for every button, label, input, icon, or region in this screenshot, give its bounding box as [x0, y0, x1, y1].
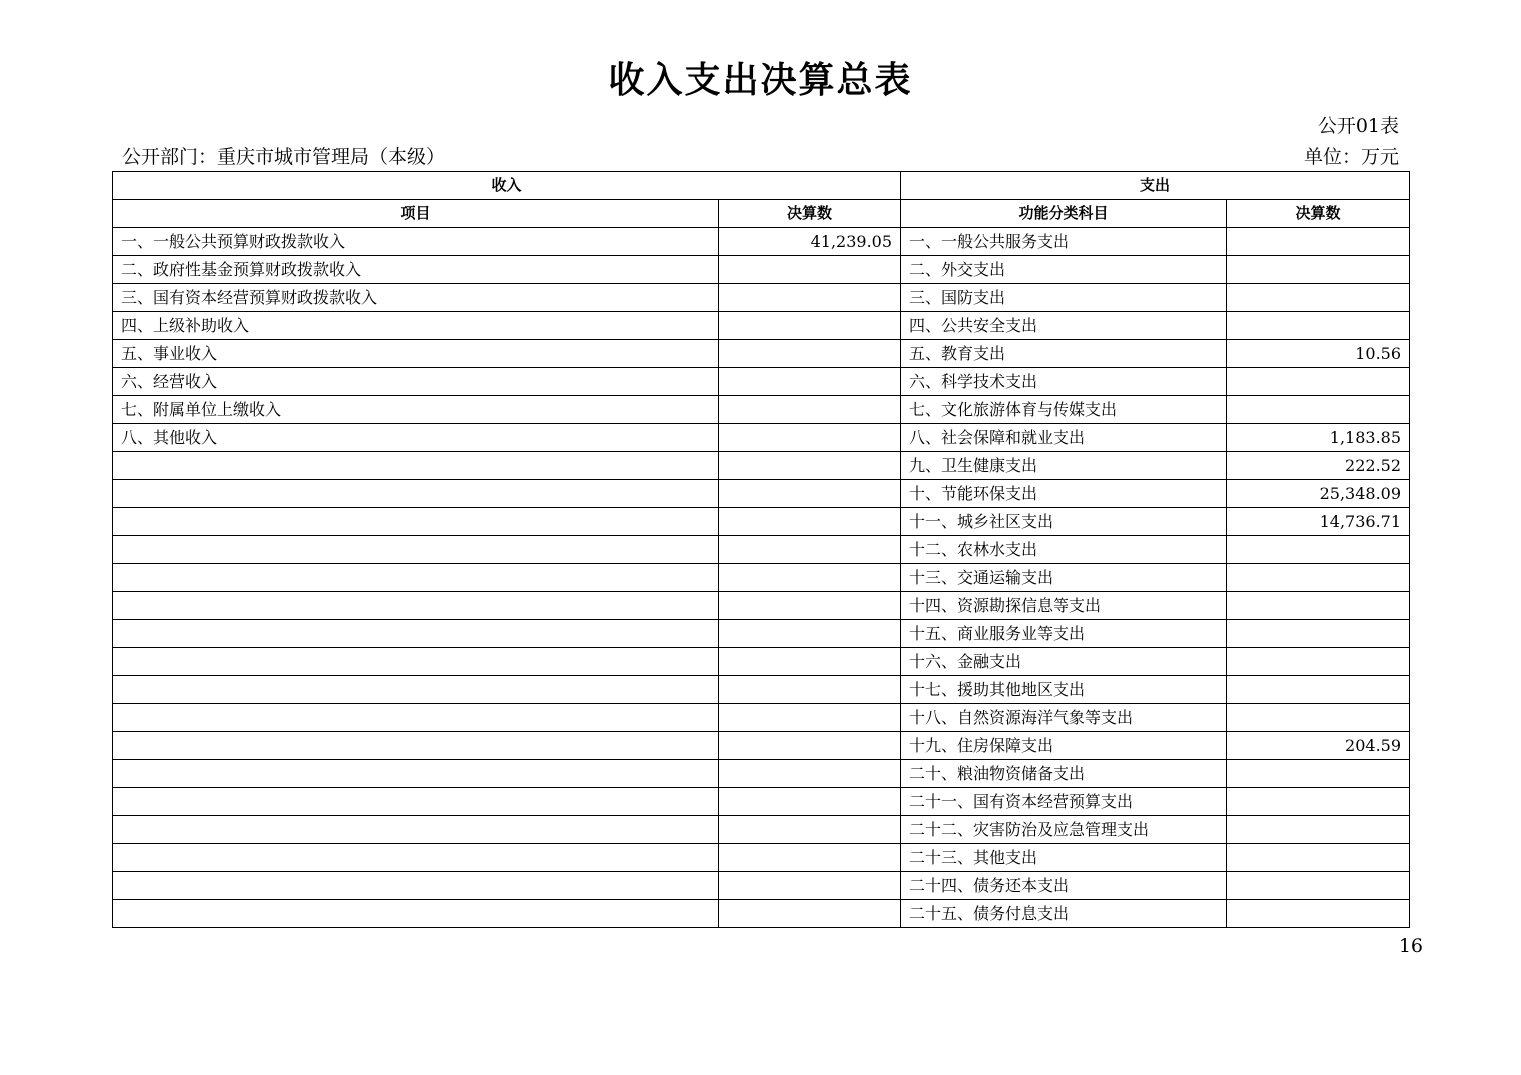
income-item-cell: 三、国有资本经营预算财政拨款收入	[113, 284, 719, 312]
expense-amount-cell	[1227, 676, 1410, 704]
expense-item-cell: 一、一般公共服务支出	[901, 228, 1227, 256]
expense-amount-cell	[1227, 900, 1410, 928]
group-header-row	[113, 172, 1410, 200]
income-item-cell	[113, 704, 719, 732]
table-row	[113, 536, 1410, 564]
table-row	[113, 816, 1410, 844]
table-header	[113, 172, 1410, 228]
expense-amount-cell	[1227, 564, 1410, 592]
expense-amount-cell: 204.59	[1227, 732, 1410, 760]
expense-item-cell: 二十二、灾害防治及应急管理支出	[901, 816, 1227, 844]
expense-item-cell: 五、教育支出	[901, 340, 1227, 368]
income-amount-cell	[719, 872, 901, 900]
income-amount-cell	[719, 368, 901, 396]
income-item-cell	[113, 620, 719, 648]
income-amount-cell	[719, 508, 901, 536]
expense-amount-cell	[1227, 872, 1410, 900]
income-item-cell	[113, 872, 719, 900]
income-item-cell: 四、上级补助收入	[113, 312, 719, 340]
page-title: 收入支出决算总表	[608, 60, 913, 101]
income-item-cell	[113, 788, 719, 816]
expense-item-cell: 九、卫生健康支出	[901, 452, 1227, 480]
expense-amount-cell	[1227, 844, 1410, 872]
table-row	[113, 312, 1410, 340]
table-row	[113, 480, 1410, 508]
expense-item-cell: 十八、自然资源海洋气象等支出	[901, 704, 1227, 732]
table-row	[113, 592, 1410, 620]
income-amount-cell	[719, 620, 901, 648]
income-item-cell	[113, 760, 719, 788]
column-header-row	[113, 200, 1410, 228]
income-amount-cell	[719, 480, 901, 508]
expense-amount-cell	[1227, 228, 1410, 256]
expense-item-cell: 二十五、债务付息支出	[901, 900, 1227, 928]
expense-item-cell: 六、科学技术支出	[901, 368, 1227, 396]
income-expense-table	[112, 171, 1410, 928]
income-item-cell	[113, 508, 719, 536]
income-item-cell: 八、其他收入	[113, 424, 719, 452]
expense-item-cell: 十二、农林水支出	[901, 536, 1227, 564]
income-item-cell	[113, 564, 719, 592]
expense-item-cell: 二十四、债务还本支出	[901, 872, 1227, 900]
expense-amount-header: 决算数	[1227, 200, 1410, 228]
income-item-cell: 五、事业收入	[113, 340, 719, 368]
table-row	[113, 508, 1410, 536]
income-item-header: 项目	[113, 200, 719, 228]
expense-group-header: 支出	[901, 172, 1410, 200]
income-item-cell: 七、附属单位上缴收入	[113, 396, 719, 424]
expense-amount-cell	[1227, 284, 1410, 312]
income-amount-cell	[719, 424, 901, 452]
expense-item-cell: 十五、商业服务业等支出	[901, 620, 1227, 648]
table-row	[113, 396, 1410, 424]
unit-label: 单位：万元	[1303, 146, 1399, 168]
table-row	[113, 760, 1410, 788]
expense-item-cell: 二十、粮油物资储备支出	[901, 760, 1227, 788]
expense-item-cell: 八、社会保障和就业支出	[901, 424, 1227, 452]
income-amount-cell	[719, 312, 901, 340]
income-amount-cell	[719, 340, 901, 368]
income-item-cell	[113, 816, 719, 844]
income-item-cell	[113, 480, 719, 508]
expense-amount-cell	[1227, 396, 1410, 424]
expense-amount-cell	[1227, 536, 1410, 564]
income-amount-cell	[719, 844, 901, 872]
expense-item-cell: 十一、城乡社区支出	[901, 508, 1227, 536]
expense-amount-cell	[1227, 704, 1410, 732]
income-item-cell	[113, 536, 719, 564]
expense-amount-cell	[1227, 368, 1410, 396]
income-amount-cell	[719, 788, 901, 816]
income-item-cell	[113, 648, 719, 676]
income-amount-cell	[719, 900, 901, 928]
expense-item-cell: 十四、资源勘探信息等支出	[901, 592, 1227, 620]
table-row	[113, 732, 1410, 760]
table-row	[113, 676, 1410, 704]
expense-amount-cell: 10.56	[1227, 340, 1410, 368]
expense-amount-cell: 222.52	[1227, 452, 1410, 480]
table-row	[113, 452, 1410, 480]
expense-amount-cell	[1227, 816, 1410, 844]
expense-amount-cell	[1227, 256, 1410, 284]
income-amount-cell	[719, 452, 901, 480]
income-amount-cell	[719, 676, 901, 704]
income-amount-header: 决算数	[719, 200, 901, 228]
expense-amount-cell: 25,348.09	[1227, 480, 1410, 508]
department-label: 公开部门：重庆市城市管理局（本级）	[122, 146, 446, 168]
income-item-cell	[113, 732, 719, 760]
expense-amount-cell	[1227, 312, 1410, 340]
expense-item-cell: 十九、住房保障支出	[901, 732, 1227, 760]
table-row	[113, 256, 1410, 284]
form-number: 公开01表	[1317, 115, 1399, 137]
table-row	[113, 368, 1410, 396]
page-number: 16	[1398, 935, 1423, 957]
table-row	[113, 340, 1410, 368]
table-row	[113, 424, 1410, 452]
expense-amount-cell	[1227, 760, 1410, 788]
income-item-cell	[113, 844, 719, 872]
income-amount-cell	[719, 592, 901, 620]
table-row	[113, 900, 1410, 928]
expense-amount-cell	[1227, 620, 1410, 648]
table-body	[113, 228, 1410, 928]
table-row	[113, 648, 1410, 676]
expense-item-cell: 七、文化旅游体育与传媒支出	[901, 396, 1227, 424]
income-item-cell: 二、政府性基金预算财政拨款收入	[113, 256, 719, 284]
table-row	[113, 620, 1410, 648]
table-row	[113, 872, 1410, 900]
income-amount-cell	[719, 564, 901, 592]
income-amount-cell	[719, 536, 901, 564]
expense-item-cell: 二十三、其他支出	[901, 844, 1227, 872]
income-item-cell	[113, 676, 719, 704]
expense-amount-cell: 14,736.71	[1227, 508, 1410, 536]
income-item-cell: 六、经营收入	[113, 368, 719, 396]
expense-item-cell: 三、国防支出	[901, 284, 1227, 312]
income-amount-cell	[719, 284, 901, 312]
expense-item-cell: 十七、援助其他地区支出	[901, 676, 1227, 704]
expense-item-cell: 二、外交支出	[901, 256, 1227, 284]
expense-amount-cell	[1227, 592, 1410, 620]
expense-item-cell: 二十一、国有资本经营预算支出	[901, 788, 1227, 816]
income-amount-cell	[719, 760, 901, 788]
income-amount-cell	[719, 648, 901, 676]
income-item-cell	[113, 900, 719, 928]
income-amount-cell	[719, 816, 901, 844]
table-row	[113, 228, 1410, 256]
income-amount-cell	[719, 732, 901, 760]
income-amount-cell	[719, 256, 901, 284]
income-amount-cell	[719, 704, 901, 732]
expense-amount-cell	[1227, 648, 1410, 676]
expense-item-cell: 十六、金融支出	[901, 648, 1227, 676]
income-item-cell: 一、一般公共预算财政拨款收入	[113, 228, 719, 256]
table-row	[113, 788, 1410, 816]
expense-item-cell: 十、节能环保支出	[901, 480, 1227, 508]
income-item-cell	[113, 452, 719, 480]
expense-item-cell: 十三、交通运输支出	[901, 564, 1227, 592]
income-item-cell	[113, 592, 719, 620]
expense-amount-cell: 1,183.85	[1227, 424, 1410, 452]
income-amount-cell: 41,239.05	[719, 228, 901, 256]
table-row	[113, 844, 1410, 872]
expense-item-header: 功能分类科目	[901, 200, 1227, 228]
table-row	[113, 284, 1410, 312]
income-amount-cell	[719, 396, 901, 424]
table-row	[113, 704, 1410, 732]
table-row	[113, 564, 1410, 592]
expense-item-cell: 四、公共安全支出	[901, 312, 1227, 340]
income-group-header: 收入	[113, 172, 901, 200]
expense-amount-cell	[1227, 788, 1410, 816]
